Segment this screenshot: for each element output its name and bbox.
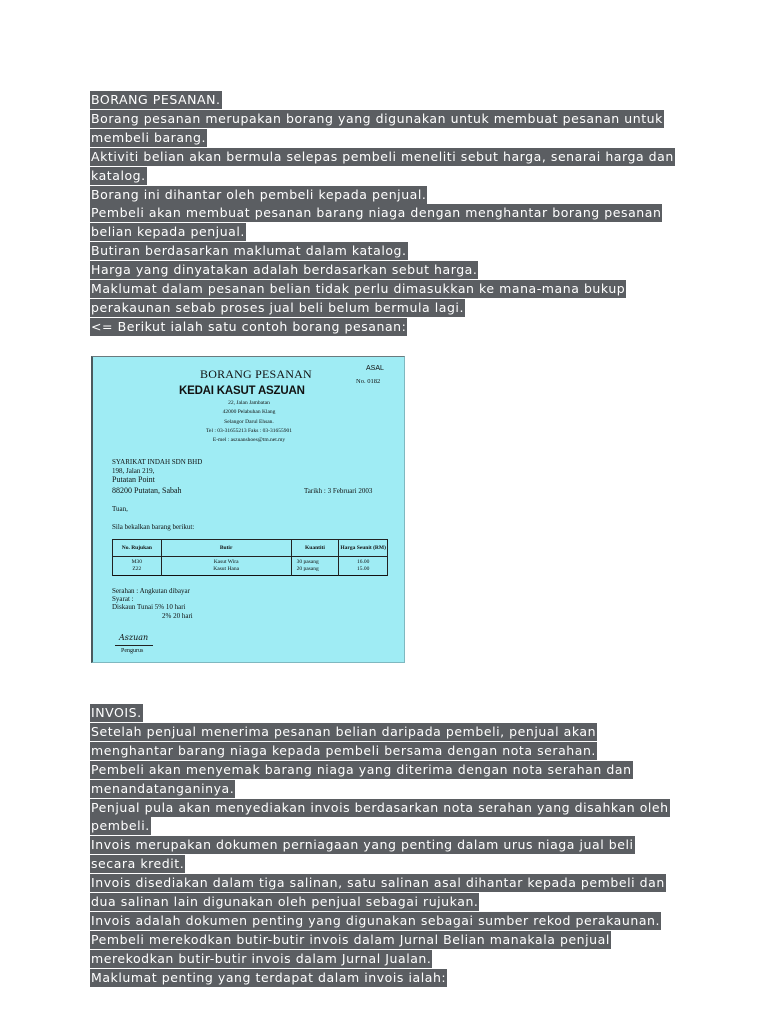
table-cell: 30 pasang xyxy=(291,557,339,567)
table-row xyxy=(113,557,388,567)
text-line: Pembeli merekodkan butir-butir invois dalam Jurnal Belian manakala penjual xyxy=(91,931,610,947)
column-header: Harga Seunit (RM) xyxy=(339,540,388,557)
request-text: Sila bekalkan barang berikut: xyxy=(112,523,195,531)
terms-label: Syarat : xyxy=(112,595,134,603)
table-cell: 15.00 xyxy=(339,566,388,576)
form-title: BORANG PESANAN xyxy=(200,367,312,381)
text-line: Invois adalah dokumen penting yang digunakan sebagai sumber rekod perakaunan. xyxy=(91,912,661,928)
column-header: Kuantiti xyxy=(291,540,339,557)
shop-email: E-mel : aszuanshoes@tm.net.my xyxy=(212,437,286,443)
text-line: Invois merupakan dokumen perniagaan yang penting dalam urus niaga jual beli xyxy=(91,837,634,853)
text-line: Penjual pula akan menyediakan invois berdasarkan nota serahan yang disahkan oleh xyxy=(91,799,669,815)
text-line: Pembeli akan menyemak barang niaga yang diterima dengan nota serahan dan xyxy=(91,761,632,777)
form-date: Tarikh : 3 Februari 2003 xyxy=(304,487,373,495)
text-line: Borang ini dihantar oleh pembeli kepada penjual. xyxy=(91,186,427,202)
text-line: pembeli. xyxy=(91,818,150,834)
cash-discount-term: Diskaun Tunai 5% 10 hari xyxy=(112,603,186,611)
text-line: Setelah penjual menerima pesanan belian daripada pembeli, penjual akan xyxy=(91,723,597,739)
section-heading xyxy=(90,91,690,110)
shop-address-line: 22, Jalan Jambatan xyxy=(228,400,270,406)
table-cell: Z22 xyxy=(113,566,162,576)
signatory-role: Pengurus xyxy=(121,648,144,654)
text-line: Aktiviti belian akan bermula selepas pembeli meneliti sebut harga, senarai harga dan xyxy=(91,148,674,164)
table-cell: Kasut Wira xyxy=(161,557,291,567)
text-line: katalog. xyxy=(91,167,146,183)
table-cell: 20 pasang xyxy=(291,566,339,576)
text-line: Harga yang dinyatakan adalah berdasarkan sebut harga. xyxy=(91,262,478,278)
recipient-name: SYARIKAT INDAH SDN BHD xyxy=(112,458,203,466)
signature-line xyxy=(115,645,153,646)
shop-name: KEDAI KASUT ASZUAN xyxy=(179,385,305,397)
signature: Aszuan xyxy=(119,633,149,642)
table-cell: Kasut Hana xyxy=(161,566,291,576)
shop-phone-fax: Tel : 03-31655213 Faks : 03-31655901 xyxy=(206,428,292,434)
borang-pesanan-section xyxy=(90,91,690,337)
form-copy-label: ASAL xyxy=(366,365,384,372)
text-line: Borang pesanan merupakan borang yang digunakan untuk membuat pesanan untuk xyxy=(91,110,663,126)
cash-discount-term: 2% 20 hari xyxy=(162,612,193,620)
column-header: Butir xyxy=(161,540,291,557)
section-heading xyxy=(90,704,690,723)
delivery-term: Serahan : Angkutan dibayar xyxy=(112,587,190,595)
table-cell: 16.00 xyxy=(339,557,388,567)
text-line: menandatanganinya. xyxy=(91,780,235,796)
shop-address-line: 42000 Pelabuhan Klang xyxy=(222,409,276,415)
text-line: merekodkan butir-butir invois dalam Jurnal Jualan. xyxy=(91,950,432,966)
recipient-address-line: 198, Jalan 219, xyxy=(112,467,155,475)
form-number: No. 0182 xyxy=(356,378,381,385)
text-line: INVOIS. xyxy=(91,705,142,720)
text-line: BORANG PESANAN. xyxy=(91,92,221,107)
text-line: Pembeli akan membuat pesanan barang niaga dengan menghantar borang pesanan xyxy=(91,205,662,221)
text-line: Maklumat dalam pesanan belian tidak perlu dimasukkan ke mana-mana bukup xyxy=(91,281,626,297)
text-line: Maklumat penting yang terdapat dalam invois ialah: xyxy=(91,969,447,985)
column-header: No. Rujukan xyxy=(113,540,162,557)
recipient-address-line: 88200 Putatan, Sabah xyxy=(112,486,182,495)
table-row xyxy=(113,566,388,576)
salutation: Tuan, xyxy=(112,505,128,513)
text-line: Butiran berdasarkan maklumat dalam katalog. xyxy=(91,243,407,259)
text-line: belian kepada penjual. xyxy=(91,224,245,240)
text-line: membeli barang. xyxy=(91,129,207,145)
text-line: secara kredit. xyxy=(91,856,185,872)
text-line: Invois disediakan dalam tiga salinan, satu salinan asal dihantar kepada pembeli dan xyxy=(91,875,665,891)
recipient-address-line: Putatan Point xyxy=(112,475,155,484)
text-line: dua salinan lain digunakan oleh penjual sebagai rujukan. xyxy=(91,894,479,910)
table-header-row xyxy=(113,540,388,557)
borang-pesanan-sample-image xyxy=(91,356,405,663)
table-cell: M30 xyxy=(113,557,162,567)
text-line: <= Berikut ialah satu contoh borang pesanan: xyxy=(91,318,407,334)
text-line: menghantar barang niaga kepada pembeli bersama dengan nota serahan. xyxy=(91,742,596,758)
text-line: perakaunan sebab proses jual beli belum bermula lagi. xyxy=(91,299,464,315)
shop-address-line: Selangor Darul Ehsan. xyxy=(224,419,274,425)
order-items-table xyxy=(112,539,388,576)
invois-section xyxy=(90,704,690,988)
